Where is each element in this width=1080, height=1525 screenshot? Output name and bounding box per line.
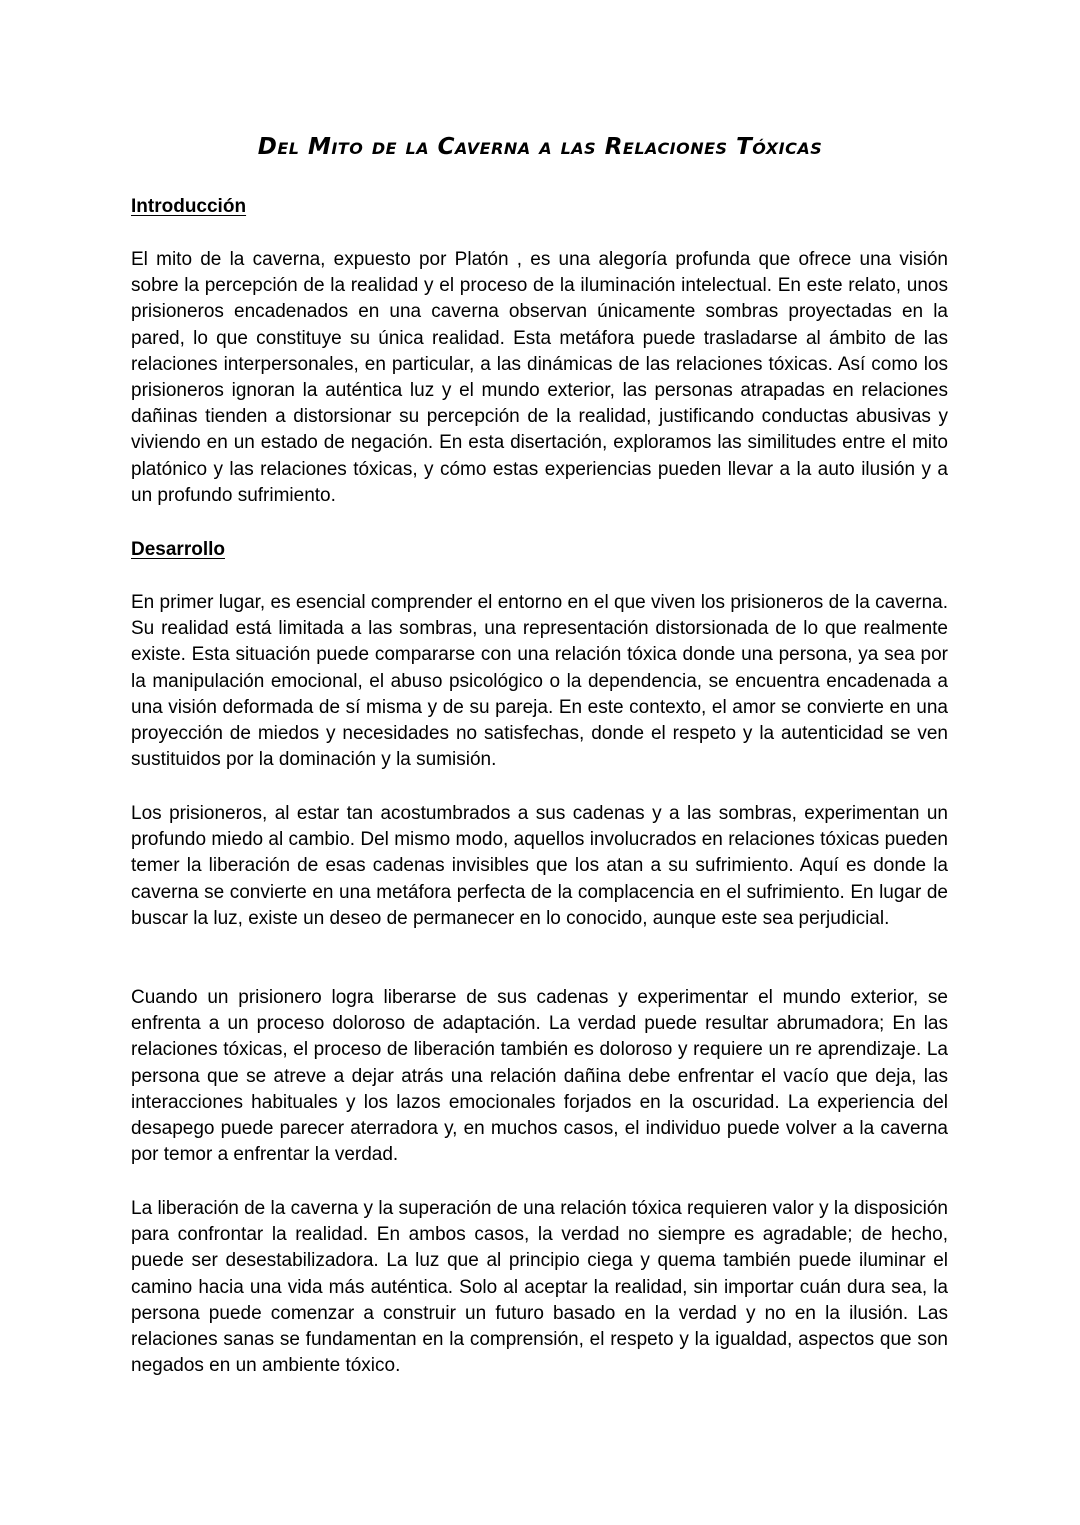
paragraph-introduccion: El mito de la caverna, expuesto por Platón , es una alegoría profunda que ofrece una visión sobre la percepción de la realidad y el proceso de la iluminación intelectual. En este relato, unos prisioneros encadenados en una caverna observan únicamente sombras proyectadas en la pared, lo que constituye su única realidad. Esta metáfora puede trasladarse al ámbito de las relaciones interpersonales, en particular, a las dinámicas de las relaciones tóxicas. Así como los prisioneros ignoran la auténtica luz y el mundo exterior, las personas atrapadas en relaciones dañinas tienden a distorsionar su percepción de la realidad, justificando conductas abusivas y viviendo en un estado de negación. En esta disertación, exploramos las similitudes entre el mito platónico y las relaciones tóxicas, y cómo estas experiencias pueden llevar a la auto ilusión y a un profundo sufrimiento. [131,249,948,506]
paragraph-desarrollo-1: En primer lugar, es esencial comprender el entorno en el que viven los prisioneros de la caverna. Su realidad está limitada a las sombras, una representación distorsionada de lo que realmente existe. Esta situación puede compararse con una relación tóxica donde una persona, ya sea por la manipulación emocional, el abuso psicológico o la dependencia, se encuentra encadenada a una visión deformada de sí misma y de su pareja. En este contexto, el amor se convierte en una proyección de miedos y necesidades no satisfechas, donde el respeto y la autenticidad se ven sustituidos por la dominación y la sumisión. [131,592,948,771]
document-title: Del Mito de la Caverna a las Relaciones Tóxicas [257,134,823,160]
paragraph-desarrollo-2: Los prisioneros, al estar tan acostumbrados a sus cadenas y a las sombras, experimentan un profundo miedo al cambio. Del mismo modo, aquellos involucrados en relaciones tóxicas pueden temer la liberación de esas cadenas invisibles que los atan a su sufrimiento. Aquí es donde la caverna se convierte en una metáfora perfecta de la complacencia en el sufrimiento. En lugar de buscar la luz, existe un deseo de permanecer en lo conocido, aunque este sea perjudicial. [131,803,948,929]
paragraph-desarrollo-3: Cuando un prisionero logra liberarse de sus cadenas y experimentar el mundo exterior, se enfrenta a un proceso doloroso de adaptación. La verdad puede resultar abrumadora; En las relaciones tóxicas, el proceso de liberación también es doloroso y requiere un re aprendizaje. La persona que se atreve a dejar atrás una relación dañina debe enfrentar el vacío que deja, las interacciones habituales y los lazos emocionales forjados en la oscuridad. La experiencia del desapego puede parecer aterradora y, en muchos casos, el individuo puede volver a la caverna por temor a enfrentar la verdad. [131,987,948,1166]
section-heading-introduccion: Introducción [131,196,247,217]
section-heading-desarrollo: Desarrollo [131,539,225,560]
paragraph-desarrollo-4: La liberación de la caverna y la superación de una relación tóxica requieren valor y la disposición para confrontar la realidad. En ambos casos, la verdad no siempre es agradable; de hecho, puede ser desestabilizadora. La luz que al principio ciega y quema también puede iluminar el camino hacia una vida más auténtica. Solo al aceptar la realidad, sin importar cuán dura sea, la persona puede comenzar a construir un futuro basado en la verdad y no en la ilusión. Las relaciones sanas se fundamentan en la comprensión, el respeto y la igualdad, aspectos que son negados en un ambiente tóxico. [131,1198,948,1377]
